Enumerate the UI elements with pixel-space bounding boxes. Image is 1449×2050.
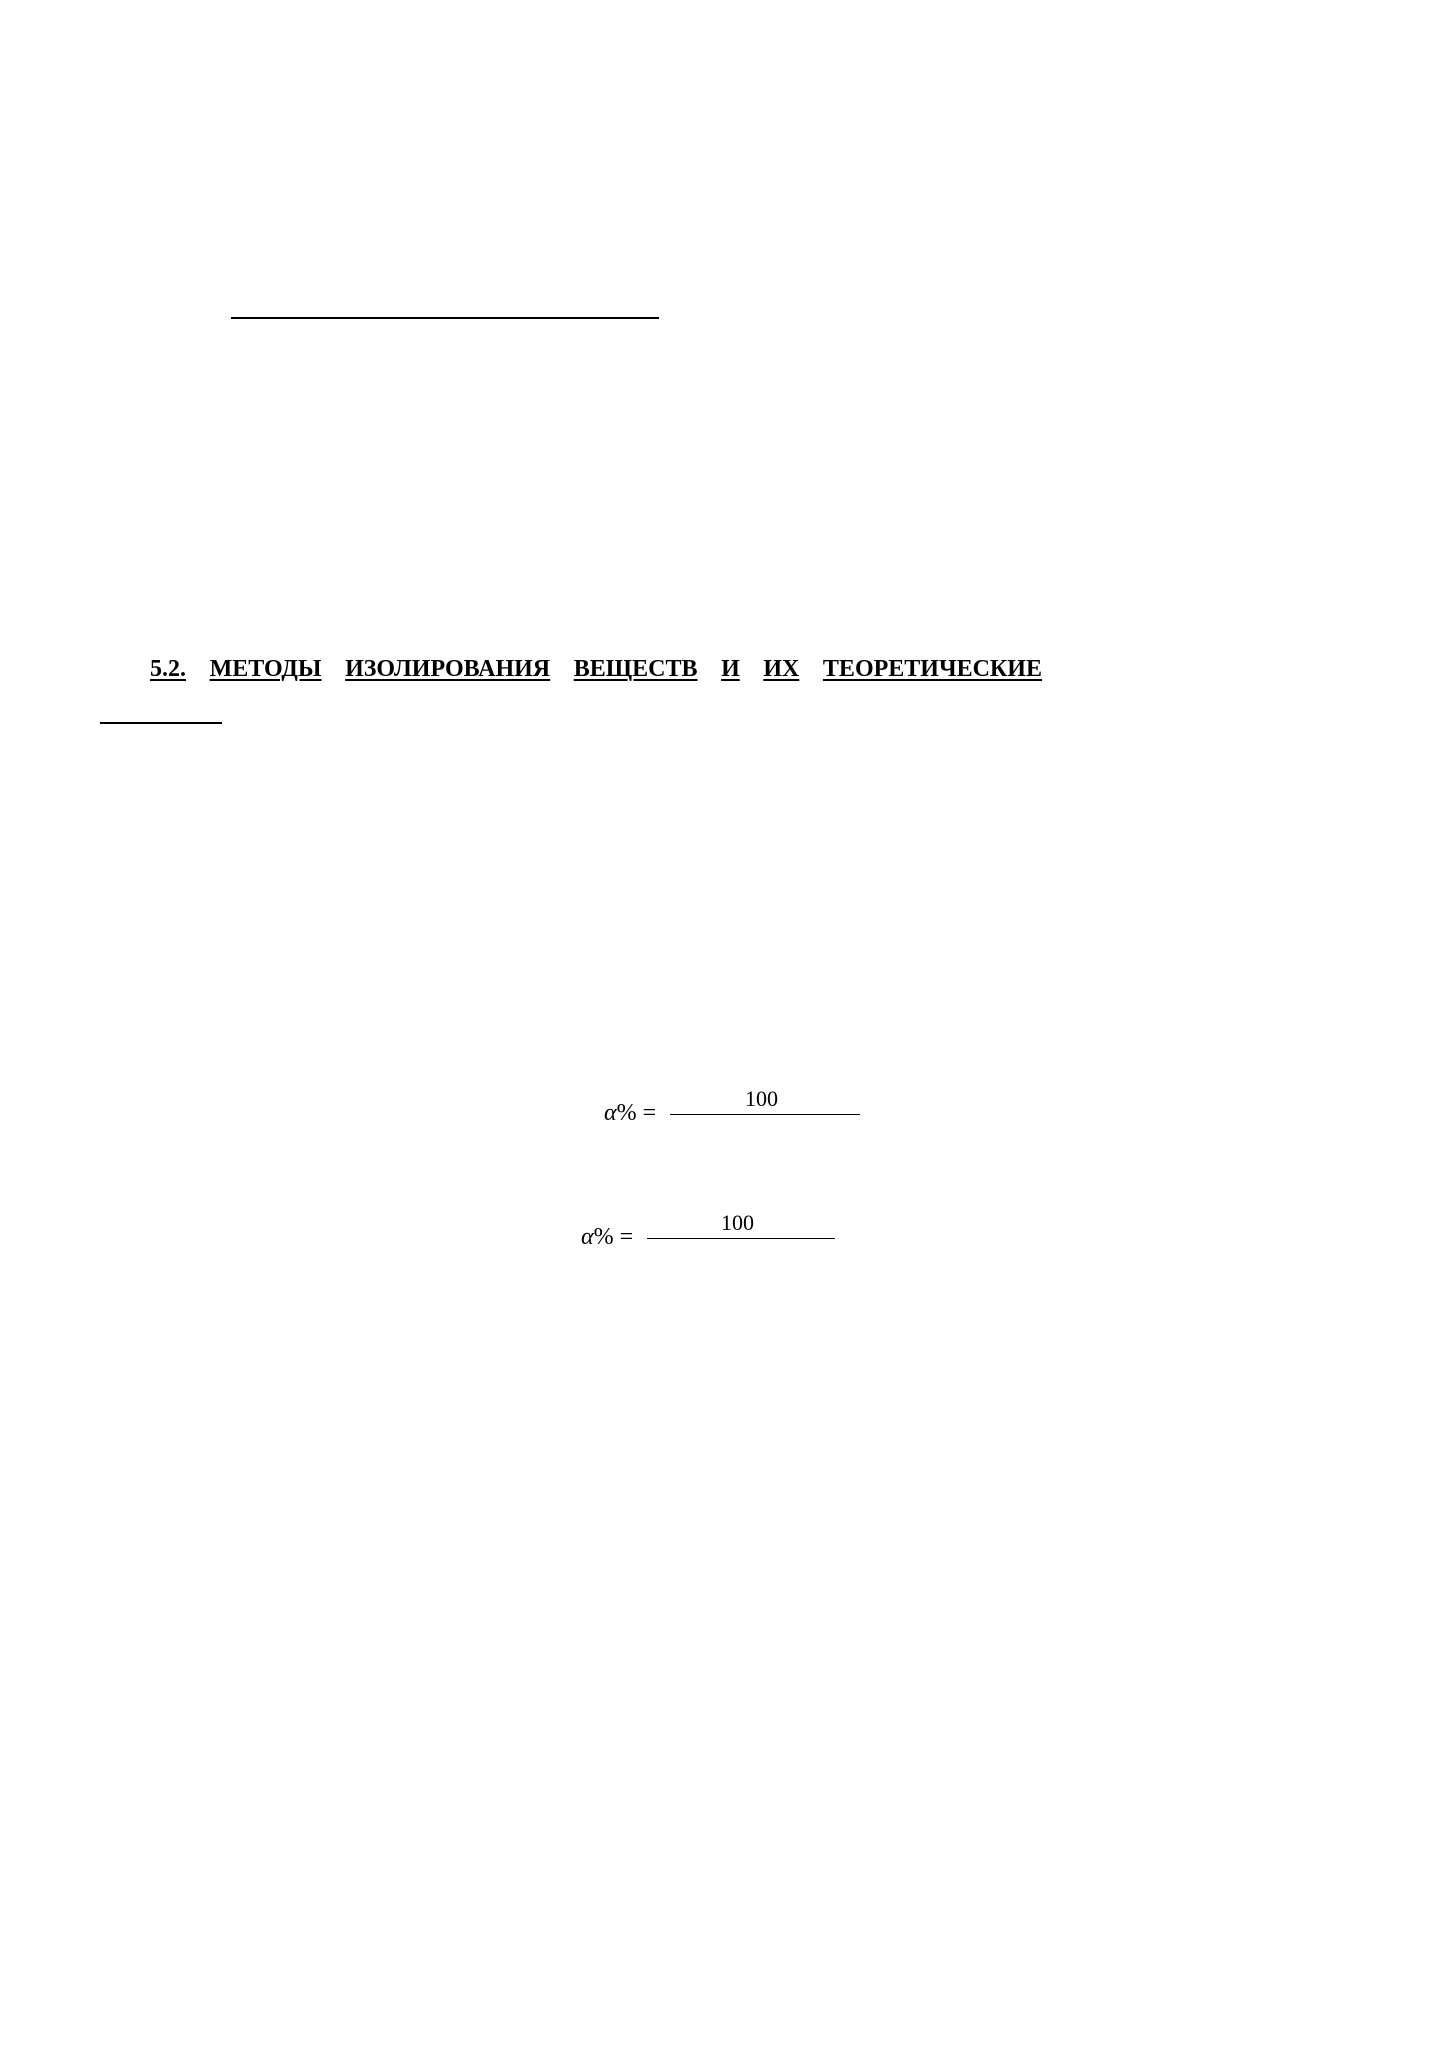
- section-heading: [150, 652, 1042, 686]
- heading-word: ИЗОЛИРОВАНИЯ: [345, 656, 551, 682]
- separator-rule: [231, 317, 659, 319]
- heading-word: ИХ: [763, 656, 800, 682]
- heading-word: И: [721, 656, 740, 682]
- fraction-bar: [670, 1114, 860, 1115]
- heading-continuation-rule: [100, 722, 222, 724]
- heading-word: ТЕОРЕТИЧЕСКИЕ: [822, 656, 1042, 682]
- formula-alpha-percent: [581, 1211, 841, 1251]
- formula-alpha-percent: [604, 1087, 864, 1127]
- alpha-symbol: α: [581, 1224, 594, 1250]
- percent-equals: % =: [616, 1100, 657, 1126]
- heading-word: МЕТОДЫ: [209, 656, 322, 682]
- formula-numerator: 100: [745, 1086, 778, 1111]
- heading-word: ВЕЩЕСТВ: [573, 656, 698, 682]
- alpha-symbol: α: [604, 1100, 617, 1126]
- fraction-bar: [647, 1238, 835, 1239]
- formula-lhs: [581, 1223, 633, 1251]
- heading-word: 5.2.: [150, 656, 186, 682]
- formula-lhs: [604, 1099, 656, 1127]
- formula-numerator: 100: [721, 1210, 754, 1235]
- percent-equals: % =: [593, 1224, 634, 1250]
